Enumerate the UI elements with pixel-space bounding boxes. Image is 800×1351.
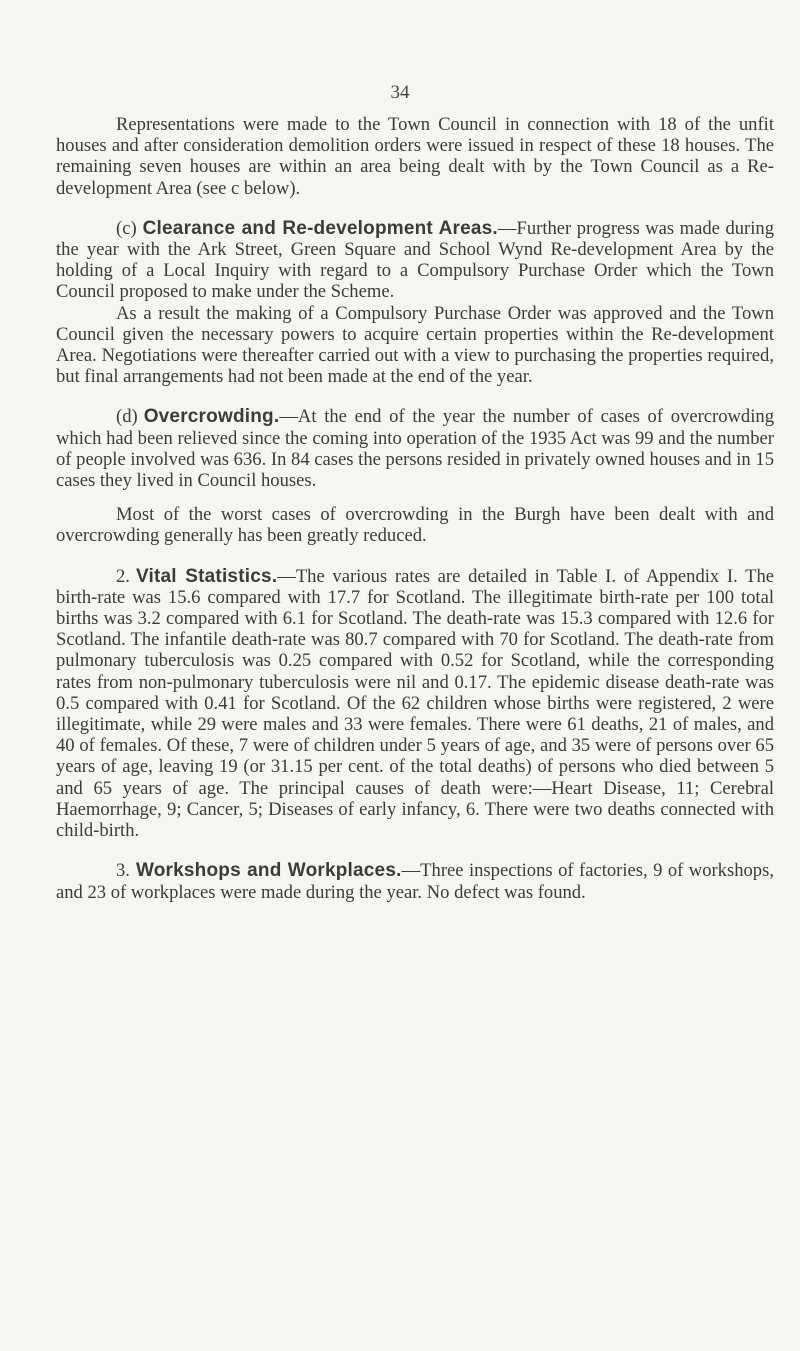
- section-2-paragraph: [56, 566, 774, 842]
- section-d-paragraph: [56, 406, 774, 491]
- section-2-text: —The various rates are detailed in Table I. of Appendix I. The birth-rate was 15.6 compared with 17.7 for Scotland. The illegitimate birth-rate per 100 total births was 3.2 compared with 6.1 for Scotland. The death-rate was 15.3 compared with 12.6 for Scotland. The infantile death-rate was 80.7 compared with 70 for Scotland. The death-rate from pulmonary tuberculosis was 0.25 compared with 0.52 for Scotland, while the corresponding rates from non-pulmonary tuberculosis were nil and 0.17. The epidemic disease death-rate was 0.5 compared with 0.41 for Scotland. Of the 62 children whose births were registered, 2 were illegitimate, while 29 were males and 33 were females. There were 61 deaths, 21 of males, and 40 of females. Of these, 7 were of children under 5 years of age, and 35 were of persons over 65 years of age, leaving 19 (or 31.15 per cent. of the total deaths) of persons who died between 5 and 65 years of age. The principal causes of death were:—Heart Disease, 11; Cerebral Haemorrhage, 9; Cancer, 5; Diseases of early infancy, 6. There were two deaths connected with child-birth.: [56, 565, 775, 842]
- page-content: [56, 114, 774, 903]
- intro-paragraph: Representations were made to the Town Council in connection with 18 of the unfit houses and after consideration demolition orders were issued in respect of these 18 houses. The remaining seven houses are within an area being dealt with by the Town Council as a Re-development Area (see c below).: [56, 114, 774, 199]
- section-c-text: —Further progress was made during the year with the Ark Street, Green Square and School Wynd Re-development Area by the holding of a Local Inquiry with regard to a Compulsory Purchase Order which the Town Council proposed to make under the Scheme.: [56, 217, 774, 303]
- section-3-marker: 3.: [116, 860, 130, 882]
- section-c-marker: (c): [116, 217, 137, 239]
- section-d-heading: Overcrowding.: [143, 406, 280, 428]
- section-c-paragraph-2: As a result the making of a Compulsory Purchase Order was approved and the Town Council given the necessary powers to acquire certain properties within the Re-development Area. Negotiations were thereafter carried out with a view to purchasing the properties required, but final arrangements had not been made at the end of the year.: [56, 302, 774, 388]
- section-3-text: —Three inspections of factories, 9 of workshops, and 23 of workplaces were made during the year. No defect was found.: [56, 860, 774, 903]
- section-d-paragraph-2: Most of the worst cases of overcrowding in the Burgh have been dealt with and overcrowding generally has been greatly reduced.: [56, 504, 774, 547]
- section-d-marker: (d): [116, 406, 138, 428]
- section-3-heading: Workshops and Workplaces.: [135, 860, 402, 882]
- page-number: 34: [390, 82, 410, 103]
- section-d-text: —At the end of the year the number of cases of overcrowding which had been relieved since the coming into operation of the 1935 Act was 99 and the number of people involved was 636. In 84 cases the persons resided in privately owned houses and in 15 cases they lived in Council houses.: [56, 406, 774, 492]
- section-c-heading: Clearance and Re-development Areas.: [142, 217, 498, 239]
- section-3-paragraph: [56, 860, 774, 902]
- section-2-heading: Vital Statistics.: [135, 565, 278, 587]
- section-2-marker: 2.: [116, 565, 130, 587]
- section-c-paragraph: [56, 218, 774, 303]
